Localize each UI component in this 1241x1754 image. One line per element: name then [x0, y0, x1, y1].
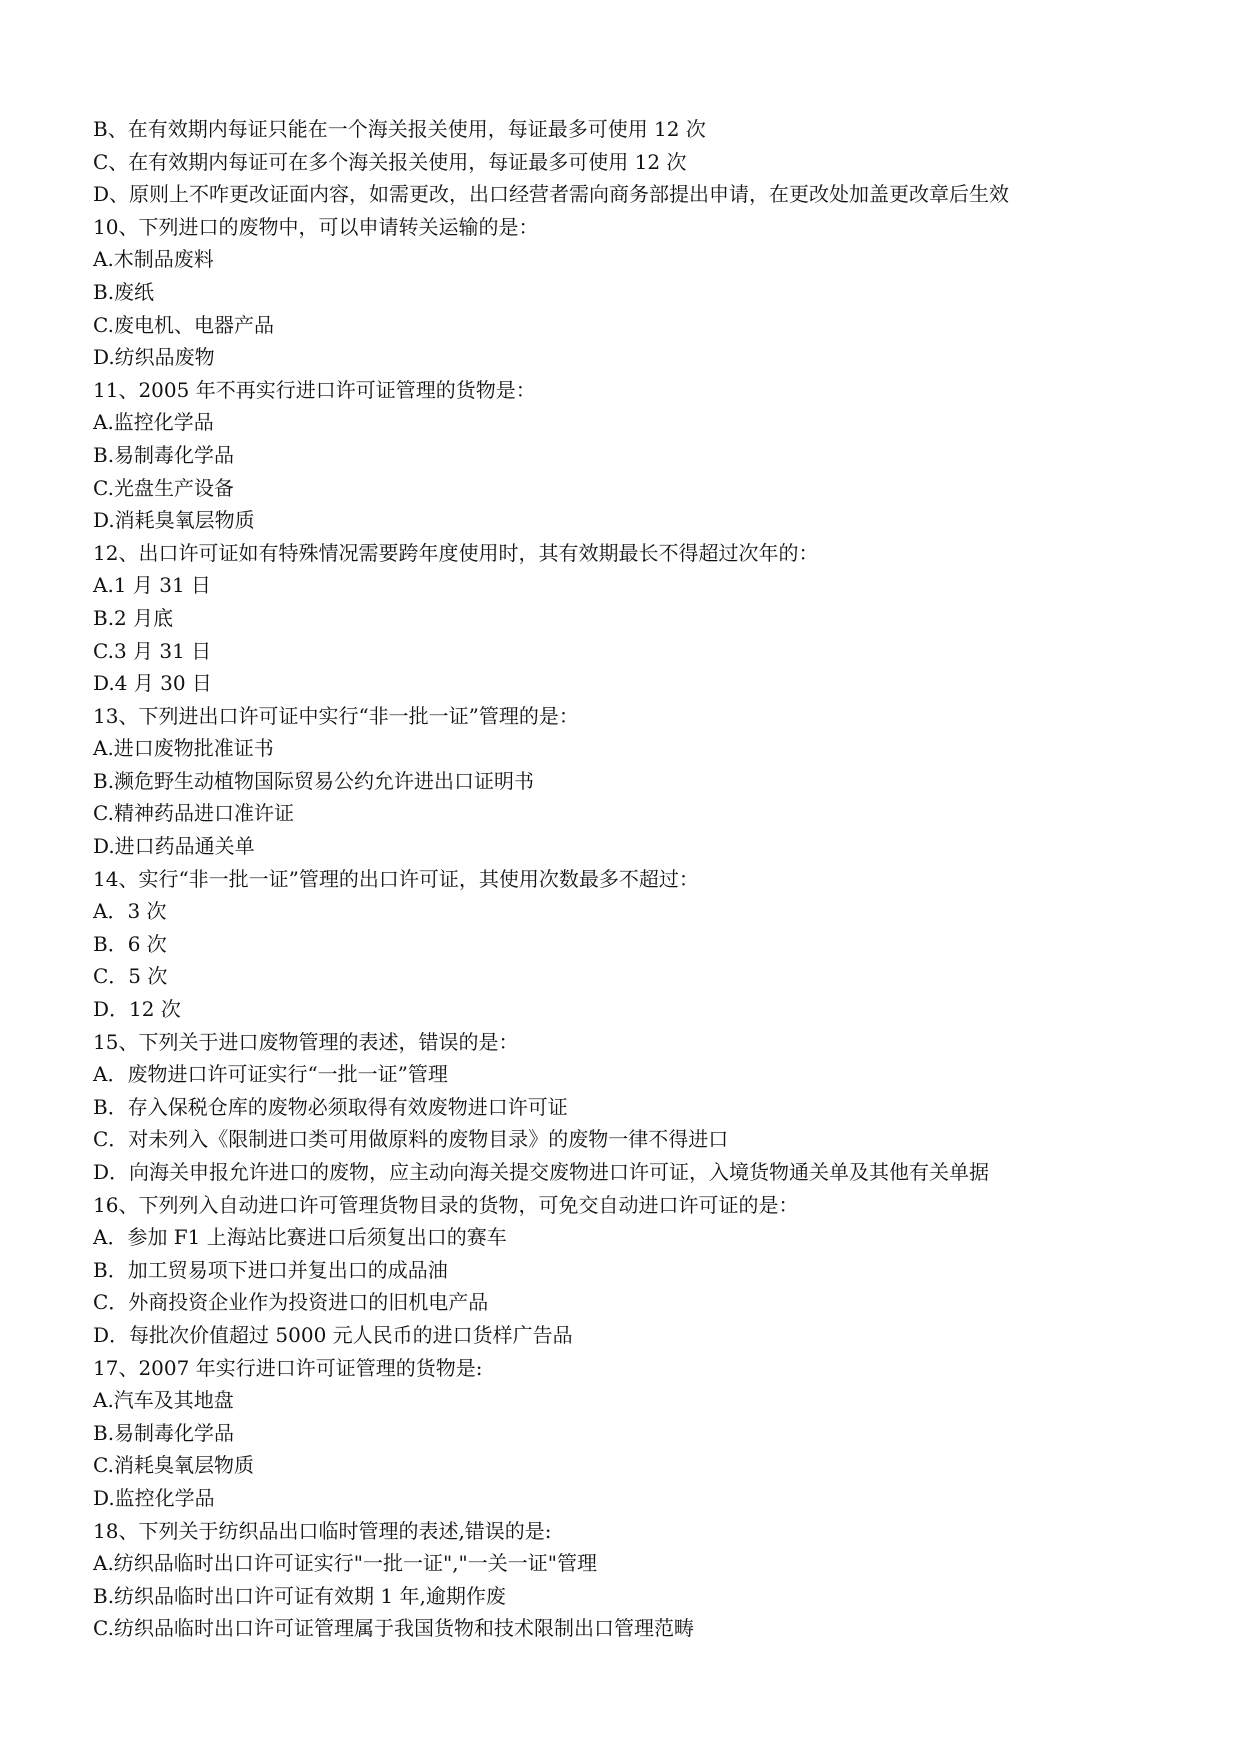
text-line: 15、下列关于进口废物管理的表述，错误的是： [93, 1029, 519, 1054]
text-line: 16、下列列入自动进口许可管理货物目录的货物，可免交自动进口许可证的是： [93, 1192, 799, 1217]
text-line: B、在有效期内每证只能在一个海关报关使用，每证最多可使用 12 次 [93, 117, 706, 141]
text-line: C．外商投资企业作为投资进口的旧机电产品 [93, 1290, 489, 1315]
text-line: D.4 月 30 日 [93, 671, 212, 696]
text-line: C.3 月 31 日 [93, 638, 212, 663]
text-line: A．废物进口许可证实行“一批一证”管理 [93, 1062, 448, 1087]
text-line: 14、实行“非一批一证”管理的出口许可证，其使用次数最多不超过： [93, 866, 699, 891]
text-line: A．3 次 [93, 899, 167, 924]
text-line: B．加工贸易项下进口并复出口的成品油 [93, 1257, 448, 1282]
text-line: D.消耗臭氧层物质 [93, 508, 255, 533]
text-line: C、在有效期内每证可在多个海关报关使用，每证最多可使用 12 次 [93, 149, 687, 174]
text-line: C.废电机、电器产品 [93, 312, 274, 337]
text-line: A.汽车及其地盘 [93, 1388, 234, 1413]
text-line: 17、2007 年实行进口许可证管理的货物是: [93, 1355, 483, 1380]
text-line: 13、下列进出口许可证中实行“非一批一证”管理的是： [93, 703, 579, 728]
text-line: A.1 月 31 日 [93, 573, 212, 598]
text-line: 10、下列进口的废物中，可以申请转关运输的是： [93, 214, 539, 239]
text-line: B．6 次 [93, 931, 167, 956]
text-line: D．每批次价值超过 5000 元人民币的进口货样广告品 [93, 1322, 573, 1347]
text-line: D.纺织品废物 [93, 345, 215, 370]
text-line: B．存入保税仓库的废物必须取得有效废物进口许可证 [93, 1094, 568, 1119]
text-line: A.进口废物批准证书 [93, 736, 274, 761]
text-line: 11、2005 年不再实行进口许可证管理的货物是： [93, 377, 536, 402]
text-line: D.进口药品通关单 [93, 834, 255, 859]
text-line: A.监控化学品 [93, 410, 214, 435]
text-line: A．参加 F1 上海站比赛进口后须复出口的赛车 [93, 1225, 507, 1250]
text-line: C.纺织品临时出口许可证管理属于我国货物和技术限制出口管理范畴 [93, 1616, 694, 1641]
text-line: 12、出口许可证如有特殊情况需要跨年度使用时，其有效期最长不得超过次年的： [93, 540, 819, 565]
document-page [93, 113, 1203, 1645]
text-line: B.纺织品临时出口许可证有效期 1 年,逾期作废 [93, 1583, 506, 1608]
text-line: D、原则上不咋更改证面内容，如需更改，出口经营者需向商务部提出申请，在更改处加盖更改章后生效 [93, 182, 1010, 207]
text-line: B.2 月底 [93, 605, 174, 630]
text-line: A.木制品废料 [93, 247, 214, 272]
text-line: D．向海关申报允许进口的废物，应主动向海关提交废物进口许可证，入境货物通关单及其他有关单据 [93, 1160, 990, 1184]
text-line: B.濒危野生动植物国际贸易公约允许进出口证明书 [93, 768, 535, 793]
text-line: D.监控化学品 [93, 1485, 215, 1510]
text-line: C．对未列入《限制进口类可用做原料的废物目录》的废物一律不得进口 [93, 1127, 729, 1152]
text-line: B.易制毒化学品 [93, 1420, 235, 1445]
text-line: D．12 次 [93, 997, 181, 1022]
text-line: 18、下列关于纺织品出口临时管理的表述,错误的是: [93, 1518, 552, 1543]
text-line: C．5 次 [93, 964, 168, 989]
text-line: A.纺织品临时出口许可证实行"一批一证","一关一证"管理 [93, 1551, 597, 1576]
text-line: B.废纸 [93, 279, 155, 304]
text-line: B.易制毒化学品 [93, 442, 235, 467]
text-line: C.精神药品进口准许证 [93, 801, 294, 826]
text-line: C.消耗臭氧层物质 [93, 1453, 254, 1478]
text-line: C.光盘生产设备 [93, 475, 234, 500]
